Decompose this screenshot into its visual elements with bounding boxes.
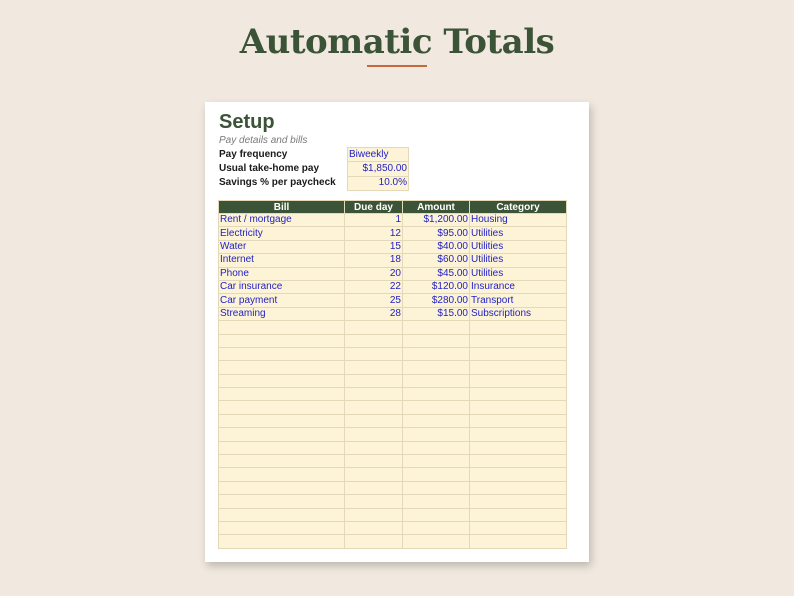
empty-bill-name-cell[interactable]	[219, 468, 345, 481]
empty-table-row	[219, 401, 567, 414]
table-row	[219, 280, 567, 293]
setup-sheet	[205, 102, 589, 562]
empty-table-row	[219, 388, 567, 401]
empty-table-row	[219, 441, 567, 454]
settings-row-pay-frequency	[219, 148, 409, 162]
settings-row-take-home	[219, 162, 409, 176]
empty-category-cell[interactable]	[470, 455, 567, 468]
empty-bill-name-cell[interactable]	[219, 361, 345, 374]
empty-amount-cell[interactable]	[403, 401, 470, 414]
headline-underline	[367, 65, 427, 67]
empty-due-day-cell[interactable]	[345, 388, 403, 401]
header-category: Category	[470, 201, 567, 214]
empty-due-day-cell[interactable]	[345, 508, 403, 521]
bill-name-cell[interactable]: Car insurance	[219, 280, 345, 293]
sheet-title: Setup	[219, 111, 275, 133]
empty-category-cell[interactable]	[470, 495, 567, 508]
empty-table-row	[219, 428, 567, 441]
settings-table	[219, 147, 409, 191]
savings-percent-label: Savings % per paycheck	[219, 177, 336, 189]
empty-category-cell[interactable]	[470, 334, 567, 347]
empty-table-row	[219, 321, 567, 334]
empty-bill-name-cell[interactable]	[219, 521, 345, 534]
due-day-cell[interactable]: 20	[345, 267, 403, 280]
empty-table-row	[219, 481, 567, 494]
empty-bill-name-cell[interactable]	[219, 428, 345, 441]
empty-table-row	[219, 414, 567, 427]
empty-due-day-cell[interactable]	[345, 468, 403, 481]
empty-due-day-cell[interactable]	[345, 401, 403, 414]
table-row	[219, 254, 567, 267]
category-cell[interactable]: Utilities	[470, 227, 567, 240]
amount-cell[interactable]: $15.00	[403, 307, 470, 320]
amount-cell[interactable]: $60.00	[403, 254, 470, 267]
empty-amount-cell[interactable]	[403, 347, 470, 360]
empty-bill-name-cell[interactable]	[219, 508, 345, 521]
table-row	[219, 240, 567, 253]
empty-bill-name-cell[interactable]	[219, 495, 345, 508]
empty-due-day-cell[interactable]	[345, 374, 403, 387]
empty-category-cell[interactable]	[470, 414, 567, 427]
settings-row-savings	[219, 176, 409, 190]
empty-amount-cell[interactable]	[403, 508, 470, 521]
empty-amount-cell[interactable]	[403, 481, 470, 494]
empty-category-cell[interactable]	[470, 521, 567, 534]
due-day-cell[interactable]: 25	[345, 294, 403, 307]
category-cell[interactable]: Insurance	[470, 280, 567, 293]
empty-table-row	[219, 521, 567, 534]
empty-due-day-cell[interactable]	[345, 321, 403, 334]
empty-amount-cell[interactable]	[403, 321, 470, 334]
bill-name-cell[interactable]: Electricity	[219, 227, 345, 240]
empty-category-cell[interactable]	[470, 468, 567, 481]
empty-category-cell[interactable]	[470, 361, 567, 374]
amount-cell[interactable]: $95.00	[403, 227, 470, 240]
due-day-cell[interactable]: 15	[345, 240, 403, 253]
empty-category-cell[interactable]	[470, 347, 567, 360]
table-row	[219, 214, 567, 227]
page-headline: Automatic Totals	[239, 22, 555, 62]
empty-amount-cell[interactable]	[403, 374, 470, 387]
savings-percent-cell[interactable]: 10.0%	[348, 176, 409, 190]
empty-category-cell[interactable]	[470, 321, 567, 334]
empty-amount-cell[interactable]	[403, 441, 470, 454]
empty-amount-cell[interactable]	[403, 388, 470, 401]
header-amount: Amount	[403, 201, 470, 214]
empty-table-row	[219, 468, 567, 481]
table-row	[219, 267, 567, 280]
pay-frequency-label: Pay frequency	[219, 148, 288, 160]
empty-table-row	[219, 508, 567, 521]
empty-category-cell[interactable]	[470, 374, 567, 387]
empty-amount-cell[interactable]	[403, 428, 470, 441]
empty-due-day-cell[interactable]	[345, 441, 403, 454]
amount-cell[interactable]: $280.00	[403, 294, 470, 307]
bill-name-cell[interactable]: Internet	[219, 254, 345, 267]
empty-due-day-cell[interactable]	[345, 495, 403, 508]
header-bill: Bill	[219, 201, 345, 214]
table-row	[219, 307, 567, 320]
empty-category-cell[interactable]	[470, 535, 567, 548]
bill-name-cell[interactable]: Rent / mortgage	[219, 214, 345, 227]
empty-table-row	[219, 535, 567, 548]
empty-due-day-cell[interactable]	[345, 428, 403, 441]
empty-due-day-cell[interactable]	[345, 334, 403, 347]
empty-category-cell[interactable]	[470, 428, 567, 441]
empty-bill-name-cell[interactable]	[219, 455, 345, 468]
category-cell[interactable]: Housing	[470, 214, 567, 227]
empty-due-day-cell[interactable]	[345, 414, 403, 427]
sheet-subtitle: Pay details and bills	[219, 135, 308, 146]
amount-cell[interactable]: $120.00	[403, 280, 470, 293]
empty-amount-cell[interactable]	[403, 468, 470, 481]
empty-amount-cell[interactable]	[403, 414, 470, 427]
due-day-cell[interactable]: 22	[345, 280, 403, 293]
take-home-pay-cell[interactable]: $1,850.00	[348, 162, 409, 176]
bill-name-cell[interactable]: Water	[219, 240, 345, 253]
category-cell[interactable]: Utilities	[470, 254, 567, 267]
empty-due-day-cell[interactable]	[345, 361, 403, 374]
category-cell[interactable]: Utilities	[470, 240, 567, 253]
empty-bill-name-cell[interactable]	[219, 321, 345, 334]
category-cell[interactable]: Subscriptions	[470, 307, 567, 320]
empty-amount-cell[interactable]	[403, 535, 470, 548]
empty-table-row	[219, 455, 567, 468]
header-due-day: Due day	[345, 201, 403, 214]
empty-bill-name-cell[interactable]	[219, 334, 345, 347]
empty-amount-cell[interactable]	[403, 521, 470, 534]
empty-bill-name-cell[interactable]	[219, 401, 345, 414]
empty-bill-name-cell[interactable]	[219, 347, 345, 360]
due-day-cell[interactable]: 12	[345, 227, 403, 240]
take-home-pay-label: Usual take-home pay	[219, 163, 320, 175]
empty-amount-cell[interactable]	[403, 455, 470, 468]
empty-table-row	[219, 361, 567, 374]
empty-table-row	[219, 334, 567, 347]
empty-category-cell[interactable]	[470, 508, 567, 521]
empty-due-day-cell[interactable]	[345, 521, 403, 534]
bill-name-cell[interactable]: Streaming	[219, 307, 345, 320]
empty-bill-name-cell[interactable]	[219, 374, 345, 387]
bill-name-cell[interactable]: Phone	[219, 267, 345, 280]
empty-due-day-cell[interactable]	[345, 535, 403, 548]
due-day-cell[interactable]: 28	[345, 307, 403, 320]
empty-category-cell[interactable]	[470, 388, 567, 401]
bills-table	[218, 200, 567, 549]
empty-table-row	[219, 495, 567, 508]
pay-frequency-cell[interactable]: Biweekly	[348, 148, 409, 162]
empty-category-cell[interactable]	[470, 481, 567, 494]
empty-category-cell[interactable]	[470, 441, 567, 454]
empty-category-cell[interactable]	[470, 401, 567, 414]
empty-bill-name-cell[interactable]	[219, 414, 345, 427]
empty-due-day-cell[interactable]	[345, 481, 403, 494]
due-day-cell[interactable]: 18	[345, 254, 403, 267]
empty-amount-cell[interactable]	[403, 334, 470, 347]
empty-due-day-cell[interactable]	[345, 347, 403, 360]
bill-name-cell[interactable]: Car payment	[219, 294, 345, 307]
empty-table-row	[219, 347, 567, 360]
category-cell[interactable]: Utilities	[470, 267, 567, 280]
empty-table-row	[219, 374, 567, 387]
table-row	[219, 294, 567, 307]
bills-body	[219, 214, 567, 549]
empty-due-day-cell[interactable]	[345, 455, 403, 468]
amount-cell[interactable]: $45.00	[403, 267, 470, 280]
category-cell[interactable]: Transport	[470, 294, 567, 307]
empty-bill-name-cell[interactable]	[219, 535, 345, 548]
amount-cell[interactable]: $40.00	[403, 240, 470, 253]
amount-cell[interactable]: $1,200.00	[403, 214, 470, 227]
table-row	[219, 227, 567, 240]
empty-bill-name-cell[interactable]	[219, 441, 345, 454]
empty-amount-cell[interactable]	[403, 361, 470, 374]
empty-bill-name-cell[interactable]	[219, 388, 345, 401]
empty-amount-cell[interactable]	[403, 495, 470, 508]
empty-bill-name-cell[interactable]	[219, 481, 345, 494]
due-day-cell[interactable]: 1	[345, 214, 403, 227]
bills-header-row	[219, 201, 567, 214]
